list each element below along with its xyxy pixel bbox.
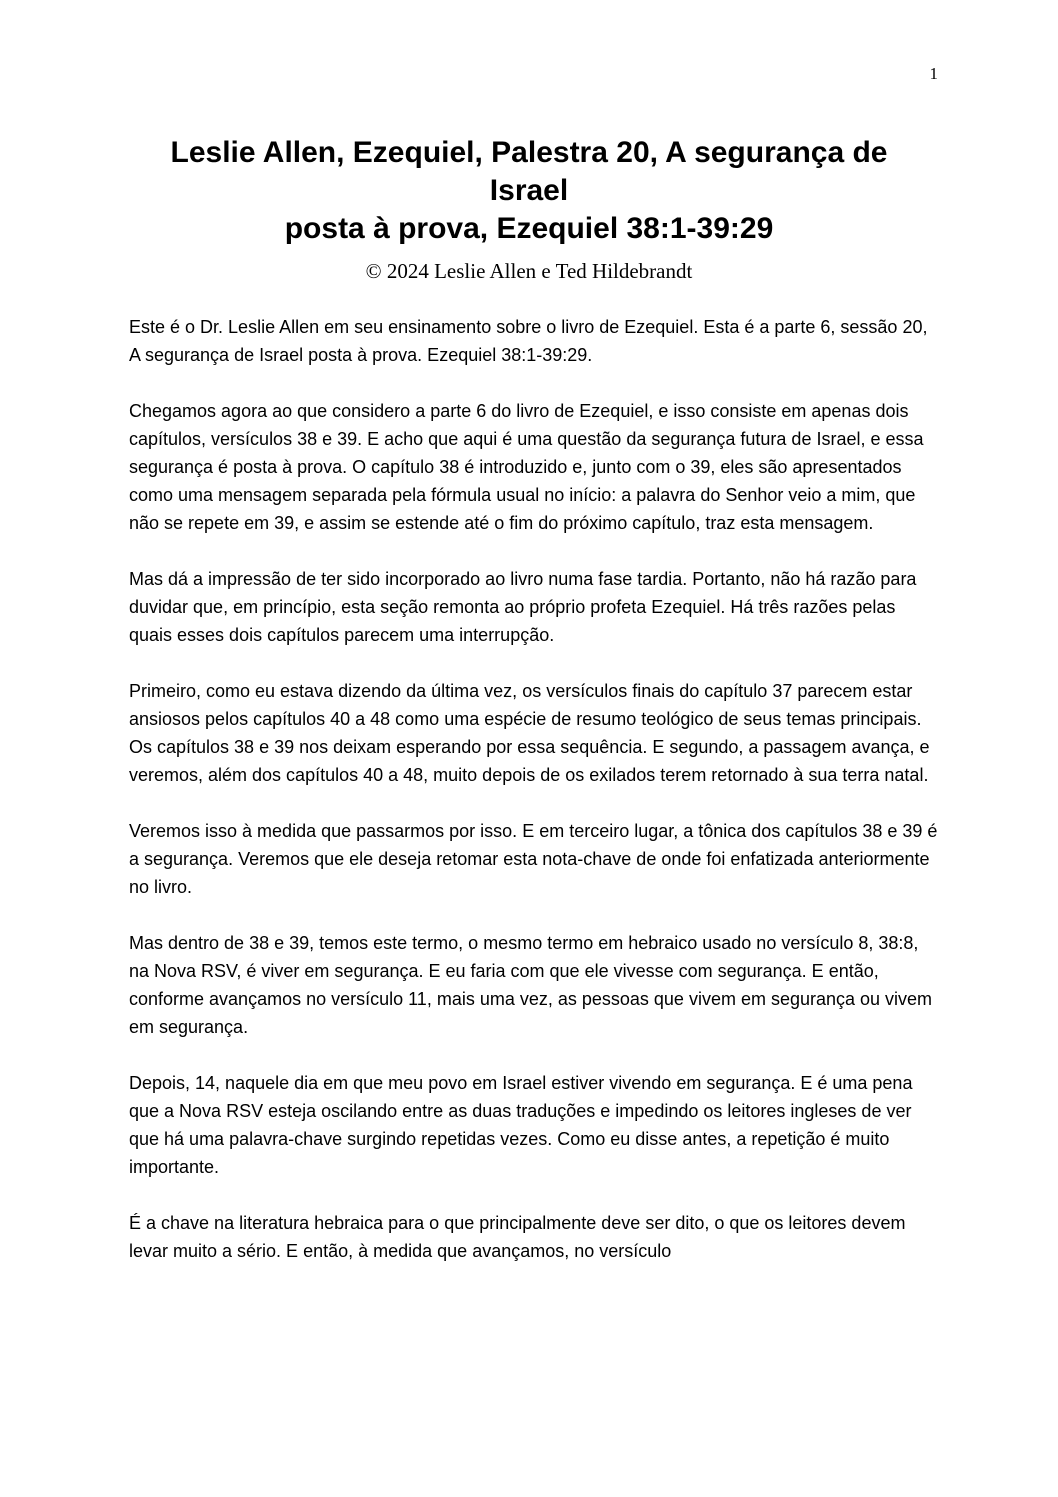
paragraph: Mas dá a impressão de ter sido incorporado ao livro numa fase tardia. Portanto, não há razão para duvidar que, em princípio, esta seção remonta ao próprio profeta Ezequiel. Há três razões pelas quais esses dois capítulos parecem uma interrupção. bbox=[129, 569, 917, 645]
document-body bbox=[129, 313, 939, 1293]
title-line-3: posta à prova, Ezequiel 38:1-39:29 bbox=[284, 212, 774, 245]
title-line-2: Israel bbox=[489, 174, 569, 207]
title-line-1: Leslie Allen, Ezequiel, Palestra 20, A segurança de bbox=[170, 136, 888, 169]
paragraph: Veremos isso à medida que passarmos por isso. E em terceiro lugar, a tônica dos capítulos 38 e 39 é a segurança. Veremos que ele deseja retomar esta nota-chave de onde foi enfatizada anteriormente no livro. bbox=[129, 821, 938, 897]
paragraph: Mas dentro de 38 e 39, temos este termo, o mesmo termo em hebraico usado no versículo 8, 38:8, na Nova RSV, é viver em segurança. E eu faria com que ele vivesse com segurança. E então, conforme avançamos no versículo 11, mais uma vez, as pessoas que vivem em segurança ou vivem em segurança. bbox=[129, 933, 933, 1037]
paragraph: Depois, 14, naquele dia em que meu povo em Israel estiver vivendo em segurança. E é uma pena que a Nova RSV esteja oscilando entre as duas traduções e impedindo os leitores ingleses de ver que há uma palavra-chave surgindo repetidas vezes. Como eu disse antes, a repetição é muito importante. bbox=[129, 1073, 913, 1177]
paragraph: É a chave na literatura hebraica para o que principalmente deve ser dito, o que os leitores devem levar muito a sério. E então, à medida que avançamos, no versículo bbox=[129, 1213, 906, 1261]
paragraph: Este é o Dr. Leslie Allen em seu ensinamento sobre o livro de Ezequiel. Esta é a parte 6, sessão 20, A segurança de Israel posta à prova. Ezequiel 38:1-39:29. bbox=[129, 317, 928, 365]
page-number: 1 bbox=[929, 64, 938, 83]
paragraph: Chegamos agora ao que considero a parte 6 do livro de Ezequiel, e isso consiste em apenas dois capítulos, versículos 38 e 39. E acho que aqui é uma questão da segurança futura de Israel, e essa segurança é posta à prova. O capítulo 38 é introduzido e, junto com o 39, eles são apresentados como uma mensagem separada pela fórmula usual no início: a palavra do Senhor veio a mim, que não se repete em 39, e assim se estende até o fim do próximo capítulo, traz esta mensagem. bbox=[129, 401, 924, 533]
copyright-line: © 2024 Leslie Allen e Ted Hildebrandt bbox=[365, 259, 693, 283]
paragraph: Primeiro, como eu estava dizendo da última vez, os versículos finais do capítulo 37 parecem estar ansiosos pelos capítulos 40 a 48 como uma espécie de resumo teológico de seus temas principais. Os capítulos 38 e 39 nos deixam esperando por essa sequência. E segundo, a passagem avança, e veremos, além dos capítulos 40 a 48, muito depois de os exilados terem retornado à sua terra natal. bbox=[129, 681, 930, 785]
document-title bbox=[120, 134, 938, 248]
